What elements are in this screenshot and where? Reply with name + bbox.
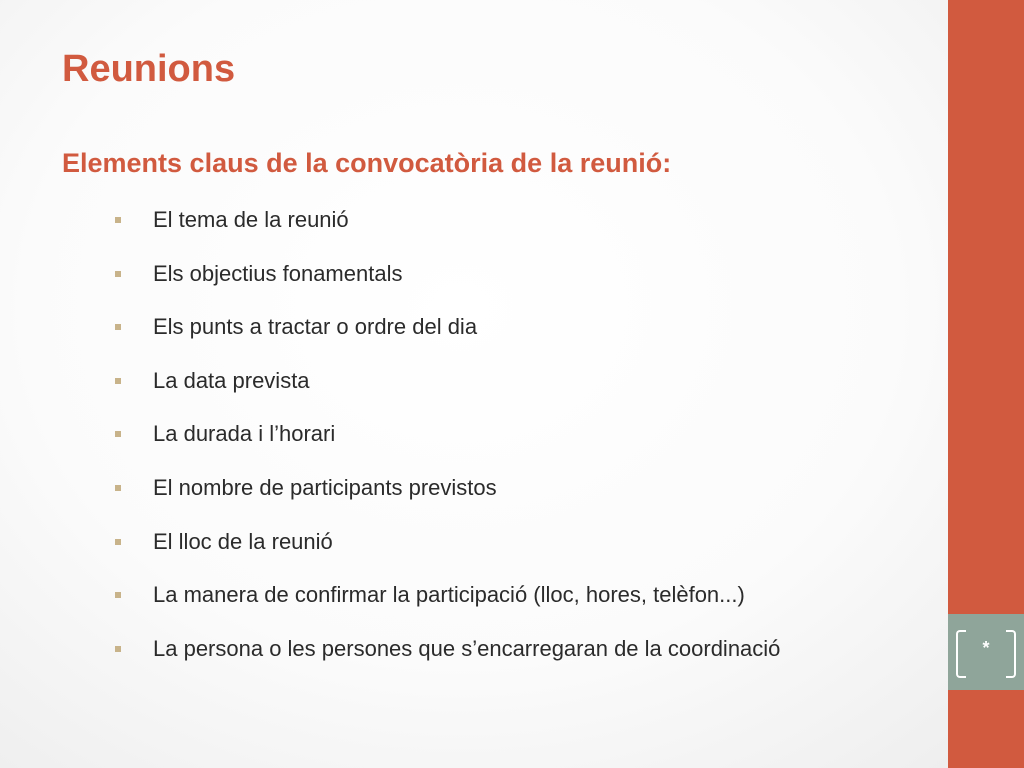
bullet-item bbox=[110, 631, 780, 685]
bullet-text: El tema de la reunió bbox=[153, 207, 349, 232]
bullet-text: Els punts a tractar o ordre del dia bbox=[153, 314, 478, 340]
bullet-text: El nombre de participants previstos bbox=[153, 474, 497, 500]
bullet-item bbox=[110, 363, 780, 417]
square-bullet-icon bbox=[115, 378, 121, 384]
bullet-text: La data prevista bbox=[153, 367, 310, 393]
bullet-text: El lloc de la reunió bbox=[153, 528, 333, 554]
bullet-text: Els objectius fonamentals bbox=[153, 260, 403, 286]
square-bullet-icon bbox=[115, 271, 121, 277]
square-bullet-icon bbox=[115, 431, 121, 437]
square-bullet-icon bbox=[115, 217, 121, 223]
square-bullet-icon bbox=[115, 485, 121, 491]
bullet-text: La durada i l’horari bbox=[153, 421, 336, 447]
bullet-item bbox=[110, 309, 780, 363]
slide-number: * bbox=[982, 638, 990, 658]
bullet-item bbox=[110, 416, 780, 470]
bullet-text: La persona o les persones que s’encarregaran de la coordinació bbox=[153, 635, 781, 661]
square-bullet-icon bbox=[115, 646, 121, 652]
square-bullet-icon bbox=[115, 539, 121, 545]
bullet-item bbox=[110, 256, 780, 310]
square-bullet-icon bbox=[115, 324, 121, 330]
slide-number-block bbox=[948, 614, 1024, 690]
bullet-item bbox=[110, 577, 780, 631]
slide-title: Reunions bbox=[62, 48, 236, 90]
bullet-item bbox=[110, 470, 780, 524]
bullet-item bbox=[110, 524, 780, 578]
bullet-list bbox=[110, 202, 780, 684]
slide-subtitle: Elements claus de la convocatòria de la reunió: bbox=[62, 148, 672, 178]
square-bullet-icon bbox=[115, 592, 121, 598]
bullet-item bbox=[110, 202, 780, 256]
bullet-text: La manera de confirmar la participació (lloc, hores, telèfon...) bbox=[153, 582, 745, 608]
